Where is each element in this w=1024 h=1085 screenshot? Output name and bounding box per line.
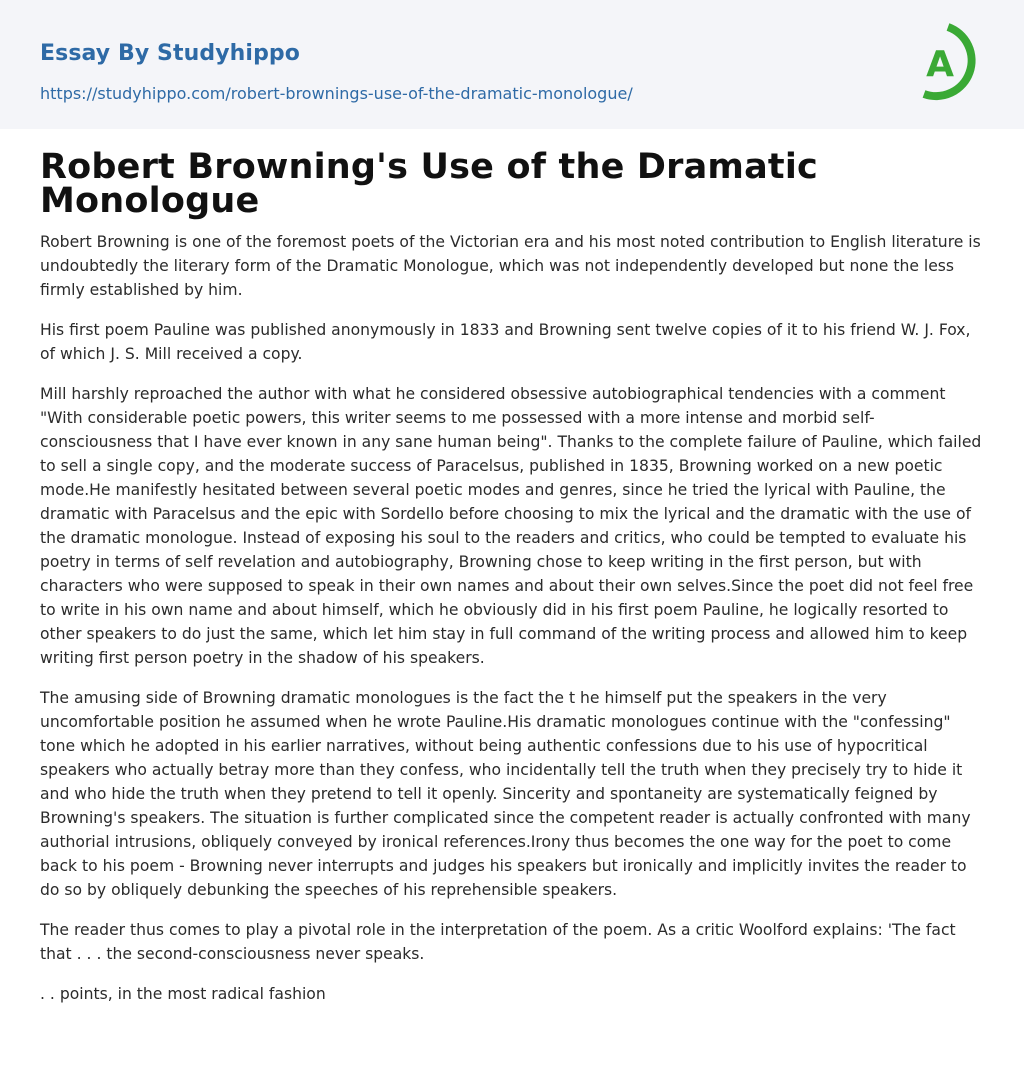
site-header (0, 0, 1024, 129)
article-paragraph: . . points, in the most radical fashion (40, 985, 326, 1003)
article-paragraph: The amusing side of Browning dramatic monologues is the fact the t he himself put the speakers in the very uncomfortable position he assumed when he wrote Pauline.His dramatic monologues continue with the "confessing" tone which he adopted in his earlier narratives, without being authentic confessions due to his use of hypocritical speakers who actually betray more than they confess, who incidentally tell the truth when they precisely try to hide it and who hide the truth when they pretend to tell it openly. Sincerity and spontaneity are systematically feigned by Browning's speakers. The situation is further complicated since the competent reader is actually confronted with many authorial intrusions, obliquely conveyed by ironical references.Irony thus becomes the one way for the poet to come back to his poem - Browning never interrupts and judges his speakers but ironically and implicitly invites the reader to do so by obliquely debunking the speeches of his reprehensible speakers. (40, 689, 971, 899)
page-title: Robert Browning's Use of the Dramatic Monologue (40, 147, 818, 221)
article-paragraph: The reader thus comes to play a pivotal role in the interpretation of the poem. As a critic Woolford explains: 'The fact that . . . the second-consciousness never speaks. (40, 921, 956, 963)
logo-letter: A (926, 44, 954, 85)
article-paragraph: His first poem Pauline was published anonymously in 1833 and Browning sent twelve copies of it to his friend W. J. Fox, of which J. S. Mill received a copy. (40, 321, 971, 363)
article-paragraph: Robert Browning is one of the foremost poets of the Victorian era and his most noted contribution to English literature is undoubtedly the literary form of the Dramatic Monologue, which was not independently developed but none the less firmly established by him. (40, 233, 981, 299)
studyhippo-logo-icon[interactable] (910, 18, 988, 106)
article (40, 147, 984, 1022)
brand-title: Essay By Studyhippo (40, 41, 300, 66)
source-url-link[interactable]: https://studyhippo.com/robert-brownings-use-of-the-dramatic-monologue/ (40, 84, 633, 103)
article-paragraph: Mill harshly reproached the author with what he considered obsessive autobiographical tendencies with a comment "With considerable poetic powers, this writer seems to me possessed with a more intense and morbid self-consciousness that I have ever known in any sane human being". Thanks to the complete failure of Pauline, which failed to sell a single copy, and the moderate success of Paracelsus, published in 1835, Browning worked on a new poetic mode.He manifestly hesitated between several poetic modes and genres, since he tried the lyrical with Pauline, the dramatic with Paracelsus and the epic with Sordello before choosing to mix the lyrical and the dramatic with the use of the dramatic monologue. Instead of exposing his soul to the readers and critics, who could be tempted to evaluate his poetry in terms of self revelation and autobiography, Browning chose to keep writing in the first person, but with characters who were supposed to speak in their own names and about their own selves.Since the poet did not feel free to write in his own name and about himself, which he obviously did in his first poem Pauline, he logically resorted to other speakers to do just the same, which let him stay in full command of the writing process and allowed him to keep writing first person poetry in the shadow of his speakers. (40, 385, 982, 667)
